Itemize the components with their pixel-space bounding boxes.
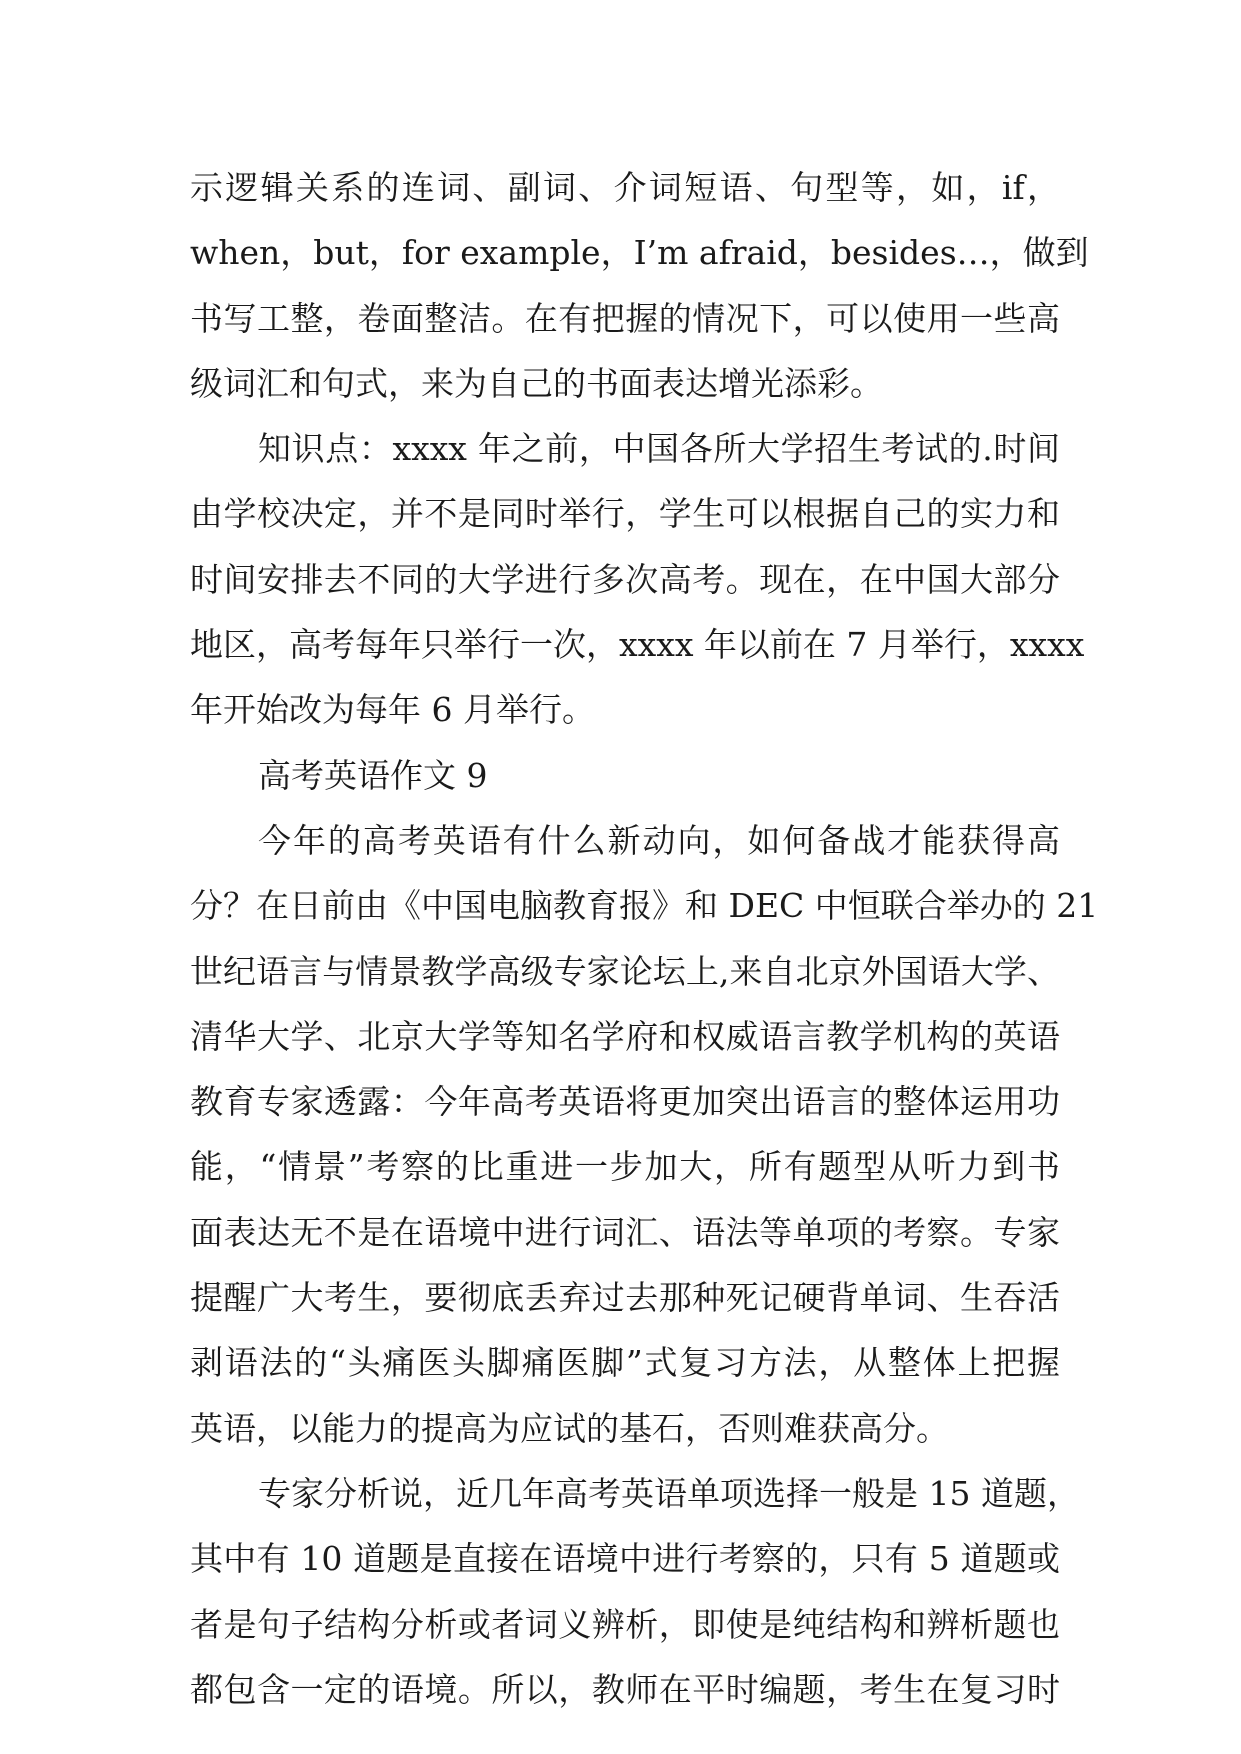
text-line: 教育专家透露：今年高考英语将更加突出语言的整体运用功 [190,1082,1060,1122]
section-heading: 高考英语作文 9 [258,755,488,795]
text-line: 由学校决定，并不是同时举行，学生可以根据自己的实力和 [190,494,1060,534]
text-line: 示逻辑关系的连词、副词、介词短语、句型等，如，if， [190,168,1060,207]
text-line: 世纪语言与情景教学高级专家论坛上,来自北京外国语大学、 [190,951,1060,991]
text-line: 英语，以能力的提高为应试的基石，否则难获高分。 [190,1408,949,1448]
text-line: 都包含一定的语境。所以，教师在平时编题，考生在复习时 [190,1669,1060,1709]
text-line: 时间安排去不同的大学进行多次高考。现在，在中国大部分 [190,559,1060,599]
text-line: 剥语法的“头痛医头脚痛医脚”式复习方法，从整体上把握 [190,1343,1060,1383]
text-line: 今年的高考英语有什么新动向，如何备战才能获得高 [258,820,1060,860]
text-line: 专家分析说，近几年高考英语单项选择一般是 15 道题， [258,1473,1080,1513]
text-line: 能，“情景”考察的比重进一步加大，所有题型从听力到书 [190,1147,1060,1187]
text-line: when，but，for example，I’m afraid，besides…，做到 [190,233,1089,273]
text-line: 其中有 10 道题是直接在语境中进行考察的，只有 5 道题或 [190,1539,1060,1579]
text-line: 知识点：xxxx 年之前，中国各所大学招生考试的.时间 [258,429,1060,469]
text-line: 分？在日前由《中国电脑教育报》和 DEC 中恒联合举办的 21 [190,886,1099,926]
text-line: 级词汇和句式，来为自己的书面表达增光添彩。 [190,363,883,403]
text-line: 面表达无不是在语境中进行词汇、语法等单项的考察。专家 [190,1212,1060,1252]
text-line: 提醒广大考生，要彻底丢弃过去那种死记硬背单词、生吞活 [190,1278,1060,1318]
text-line: 清华大学、北京大学等知名学府和权威语言教学机构的英语 [190,1016,1060,1056]
text-line: 者是句子结构分析或者词义辨析，即使是纯结构和辨析题也 [190,1604,1060,1644]
document-page [190,155,1099,1722]
text-line: 年开始改为每年 6 月举行。 [190,690,595,730]
text-line: 地区，高考每年只举行一次，xxxx 年以前在 7 月举行，xxxx [190,625,1085,665]
text-line: 书写工整，卷面整洁。在有把握的情况下，可以使用一些高 [190,298,1060,338]
